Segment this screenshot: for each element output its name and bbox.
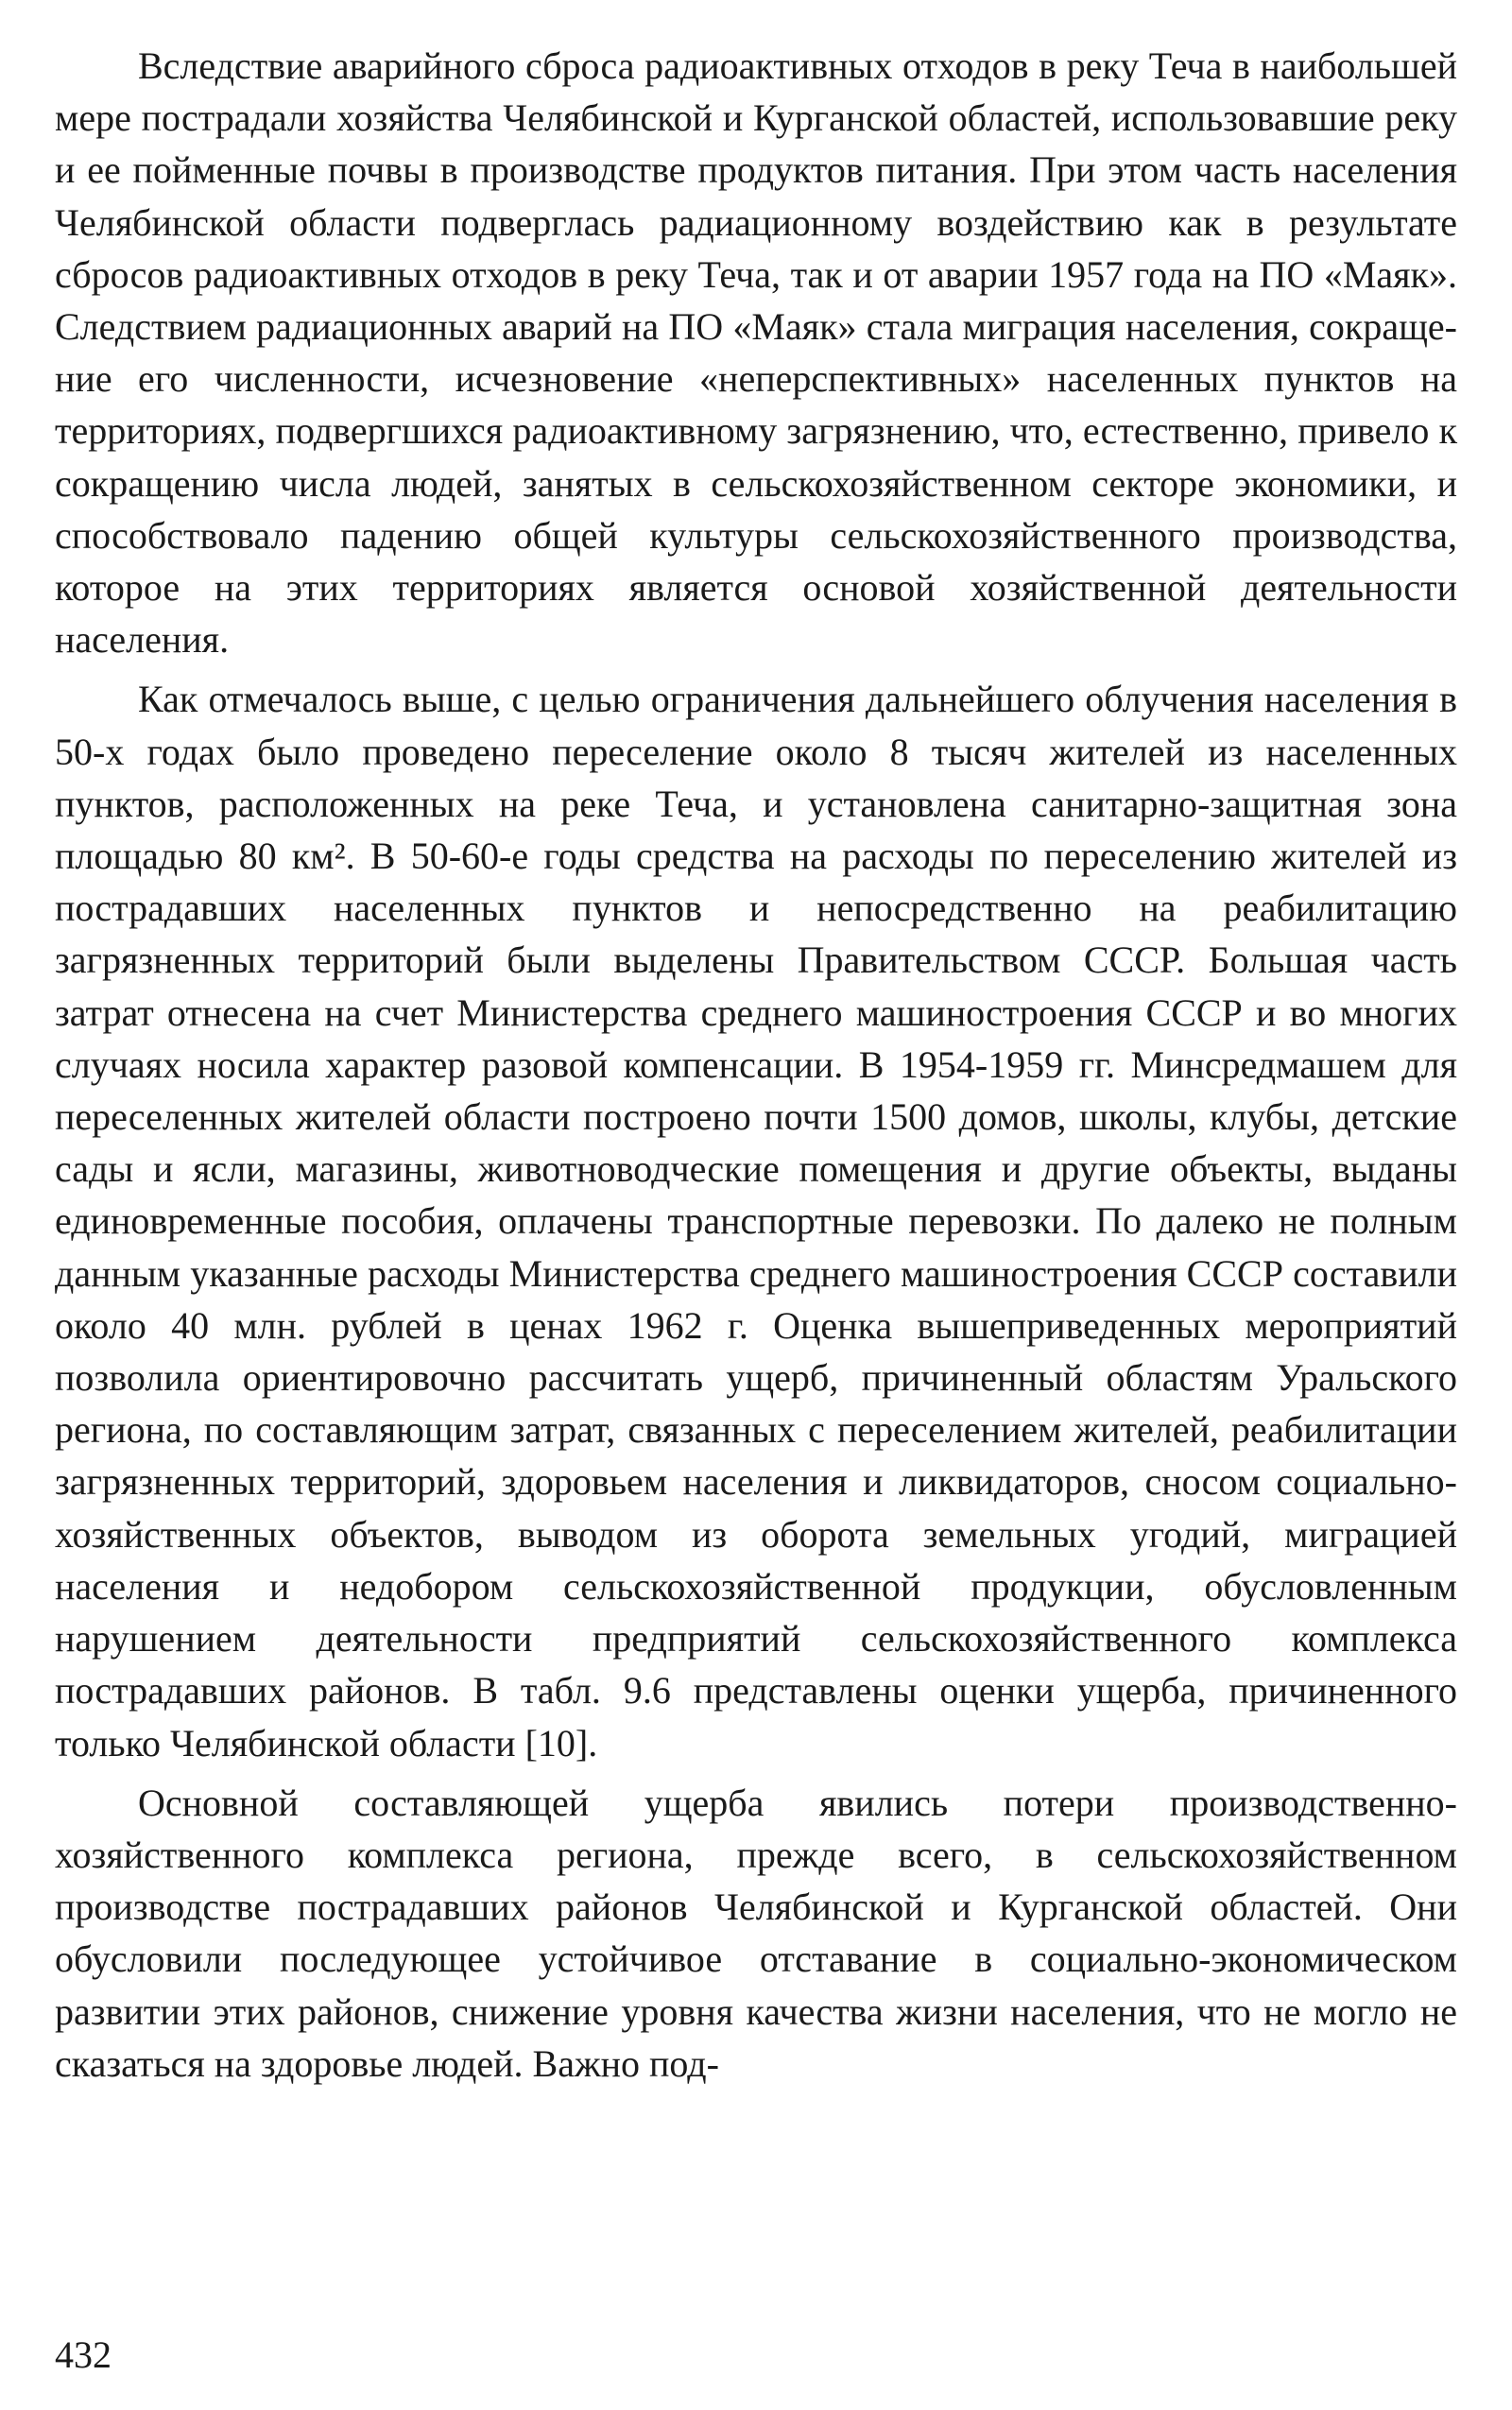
paragraph-2 (55, 673, 1457, 1768)
page-number: 432 (55, 2333, 112, 2376)
paragraph-3: Основной составляющей ущерба явились потери производственно-хозяйственного комплекса региона, прежде всего, в сельскохозяйственном производстве пострадавших районов Челябинской и Курганской областей. Они обусловили последующее устойчивое отставание в социально-экономическом развитии этих районов, снижение уровня качества жизни населения, что не могло не сказаться на здоровье людей. Важно под- (55, 1781, 1457, 2085)
paragraph-2-text-b: В 50-60-е годы средства на расходы по переселению жителей из пострадавших населенных пунктов и непосредственно на реабилитацию загрязненных территорий были выделены Правительством СССР. Большая часть затрат отнесена на счет Министерства среднего машиностроения СССР и во многих случаях носила характер разовой компенсации. В 1954-1959 гг. Минсредмашем для переселенных жителей области построено почти 1500 домов, школы, клубы, детские сады и ясли, магазины, животноводческие помещения и другие объекты, выданы единовременные пособия, оплачены транспортные перевозки. По далеко не полным данным указанные расходы Министерства среднего машиностроения СССР составили около 40 млн. рублей в ценах 1962 г. Оценка вышеприведенных мероприятий позволила ориентировочно рассчитать ущерб, причиненный областям Уральского региона, по составляющим затрат, связанных с переселением жителей, реабилитации загрязненных территорий, здоровьем населения и ликвидаторов, сносом социально-хозяйственных объектов, выводом из оборота земельных угодий, миграцией населения и недобором сельскохозяйственной продукции, обусловленным нарушением деятельности предприятий сельскохозяйственного комплекса пострадавших районов. В табл. 9.6 представлены оценки ущерба, причиненного только Челябинской области [10]. (55, 835, 1457, 1764)
paragraph-2-text-a: Как отмечалось выше, с целью ограничения дальнейшего облучения населения в 50-х годах было проведено переселение около 8 тысяч жителей из населенных пунктов, расположенных на реке Теча, и установлена санитарно-защитная зона площадью 80 км². (55, 678, 1457, 878)
paragraph-1: Вследствие аварийного сброса радиоактивных отходов в реку Теча в наибольшей мере пострадали хозяйства Челябинской и Курганской областей, использовавшие реку и ее пойменные почвы в производстве продуктов питания. При этом часть населения Челябинской области подверглась радиационному воздействию как в результате сбросов радиоактивных отходов в реку Теча, так и от аварии 1957 года на ПО «Маяк». Следствием радиационных аварий на ПО «Маяк» стала миграция населения, сокращение его численности, исчезновение «неперспективных» населенных пунктов на территориях, подвергшихся радиоактивному загрязнению, что, естественно, привело к сокращению числа людей, занятых в сельскохозяйственном секторе экономики, и способствовало падению общей культуры сельскохозяйственного производства, которое на этих территориях является основой хозяйственной деятельности населения. (55, 44, 1457, 662)
page-body (55, 40, 1457, 2090)
